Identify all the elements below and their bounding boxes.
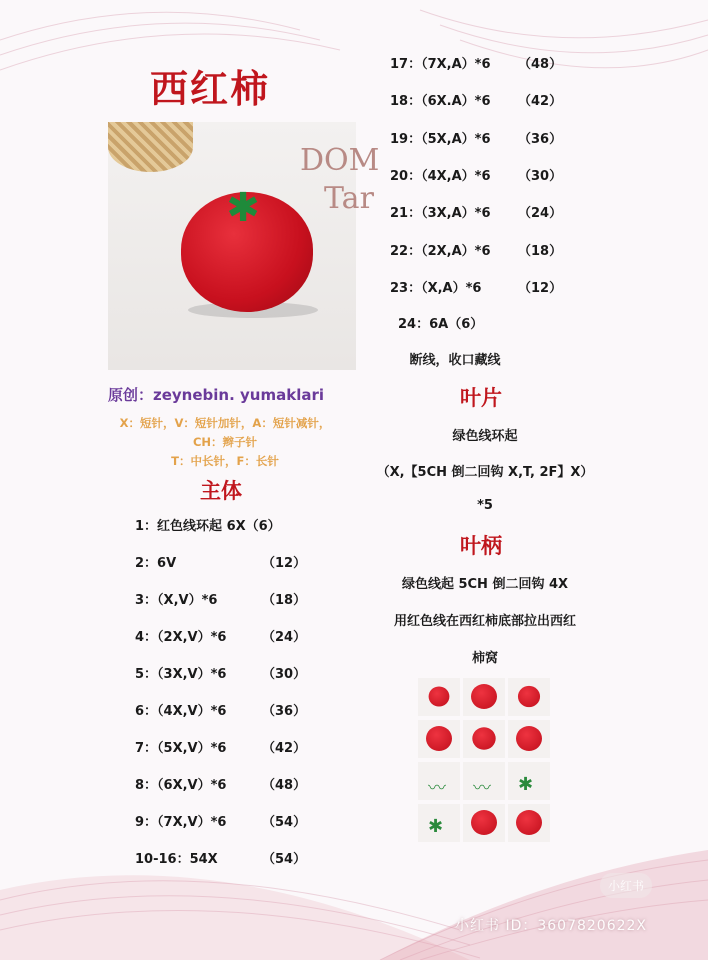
pattern-row: 18：（6X.A）*6 xyxy=(390,94,491,110)
basket-image xyxy=(108,122,193,172)
step-photo: ✱ xyxy=(508,762,550,800)
stem-line: 用红色线在西红柿底部拉出西红 xyxy=(393,614,576,629)
stem-line: 柿窝 xyxy=(471,651,498,666)
legend-line: CH：辫子针 xyxy=(192,435,258,449)
section-heading-leaf: 叶片 xyxy=(460,385,502,410)
brand-line: DOM xyxy=(300,143,380,178)
stitch-count: （48） xyxy=(262,778,307,793)
stitch-count: （36） xyxy=(518,131,563,147)
pattern-row: 3：（X,V）*6 xyxy=(135,593,218,608)
legend-line: T：中长针，F：长针 xyxy=(171,454,279,468)
stitch-legend xyxy=(104,414,346,471)
step-photo xyxy=(463,804,505,842)
finish-text: 断线，收口藏线 xyxy=(409,353,501,368)
stitch-count: （24） xyxy=(262,630,307,645)
pattern-row: 2：6V xyxy=(135,556,177,571)
step-photo xyxy=(463,720,505,758)
section-heading-stem: 叶柄 xyxy=(460,533,502,558)
row-24: 24：6A（6） xyxy=(398,317,484,332)
step-photo: 〰 xyxy=(463,762,505,800)
leaf-line: 绿色线环起 xyxy=(452,429,518,444)
watermark-badge: 小红书 xyxy=(600,873,652,898)
step-photo: 〰 xyxy=(418,762,460,800)
brand-text xyxy=(300,142,380,218)
page-title: 西红柿 xyxy=(150,66,271,111)
pattern-row: 23：（X,A）*6 xyxy=(390,280,482,296)
pattern-row: 9：（7X,V）*6 xyxy=(135,815,227,830)
step-photos xyxy=(418,678,550,842)
pattern-row: 8：（6X,V）*6 xyxy=(135,778,227,793)
pattern-row: 4：（2X,V）*6 xyxy=(135,630,227,645)
step-photo xyxy=(463,678,505,716)
step-photo xyxy=(418,678,460,716)
leaf-icon: ✱ xyxy=(226,185,260,231)
step-photo xyxy=(508,678,550,716)
stitch-count: （30） xyxy=(262,667,307,682)
legend-line: X：短针，V：短针加针，A：短针减针， xyxy=(119,416,331,430)
leaf-line: *5 xyxy=(477,498,493,513)
pattern-row: 10-16：54X xyxy=(135,852,218,867)
pattern-row: 6：（4X,V）*6 xyxy=(135,704,227,719)
brand-line: Tar xyxy=(324,181,374,216)
pattern-row: 7：（5X,V）*6 xyxy=(135,741,227,756)
step-photo xyxy=(418,720,460,758)
pattern-row: 19：（5X,A）*6 xyxy=(390,131,491,147)
leaf-line: （X,【5CH 倒二回钩 X,T, 2F】X） xyxy=(376,465,594,480)
stitch-count: （18） xyxy=(262,593,307,608)
pattern-row: 22：（2X,A）*6 xyxy=(390,243,491,259)
pattern-row: 21：（3X,A）*6 xyxy=(390,206,491,222)
pattern-row: 17：（7X,A）*6 xyxy=(390,57,491,72)
stitch-count: （54） xyxy=(262,852,307,867)
stitch-count: （24） xyxy=(518,206,563,222)
stitch-count: （18） xyxy=(518,243,563,259)
stitch-count: （30） xyxy=(518,168,563,184)
stitch-count: （12） xyxy=(262,556,307,571)
stitch-count: （42） xyxy=(262,741,307,756)
step-photo xyxy=(508,804,550,842)
watermark-id: 小红书 ID：3607820622X xyxy=(455,918,648,934)
tomato-photo xyxy=(108,122,380,370)
pattern-row: 1：红色线环起 6X（6） xyxy=(135,519,281,534)
stitch-count: （48） xyxy=(518,57,563,72)
step-photo: ✱ xyxy=(418,804,460,842)
stem-line: 绿色线起 5CH 倒二回钩 4X xyxy=(401,577,569,592)
stitch-count: （12） xyxy=(518,280,563,296)
step-photo xyxy=(508,720,550,758)
section-heading-body: 主体 xyxy=(200,478,242,503)
stitch-count: （42） xyxy=(518,94,563,110)
credit: 原创：zeynebin. yumaklari xyxy=(108,386,324,404)
stitch-count: （54） xyxy=(262,815,307,830)
pattern-row: 20：（4X,A）*6 xyxy=(390,168,491,184)
stitch-count: （36） xyxy=(262,704,307,719)
pattern-row: 5：（3X,V）*6 xyxy=(135,667,227,682)
